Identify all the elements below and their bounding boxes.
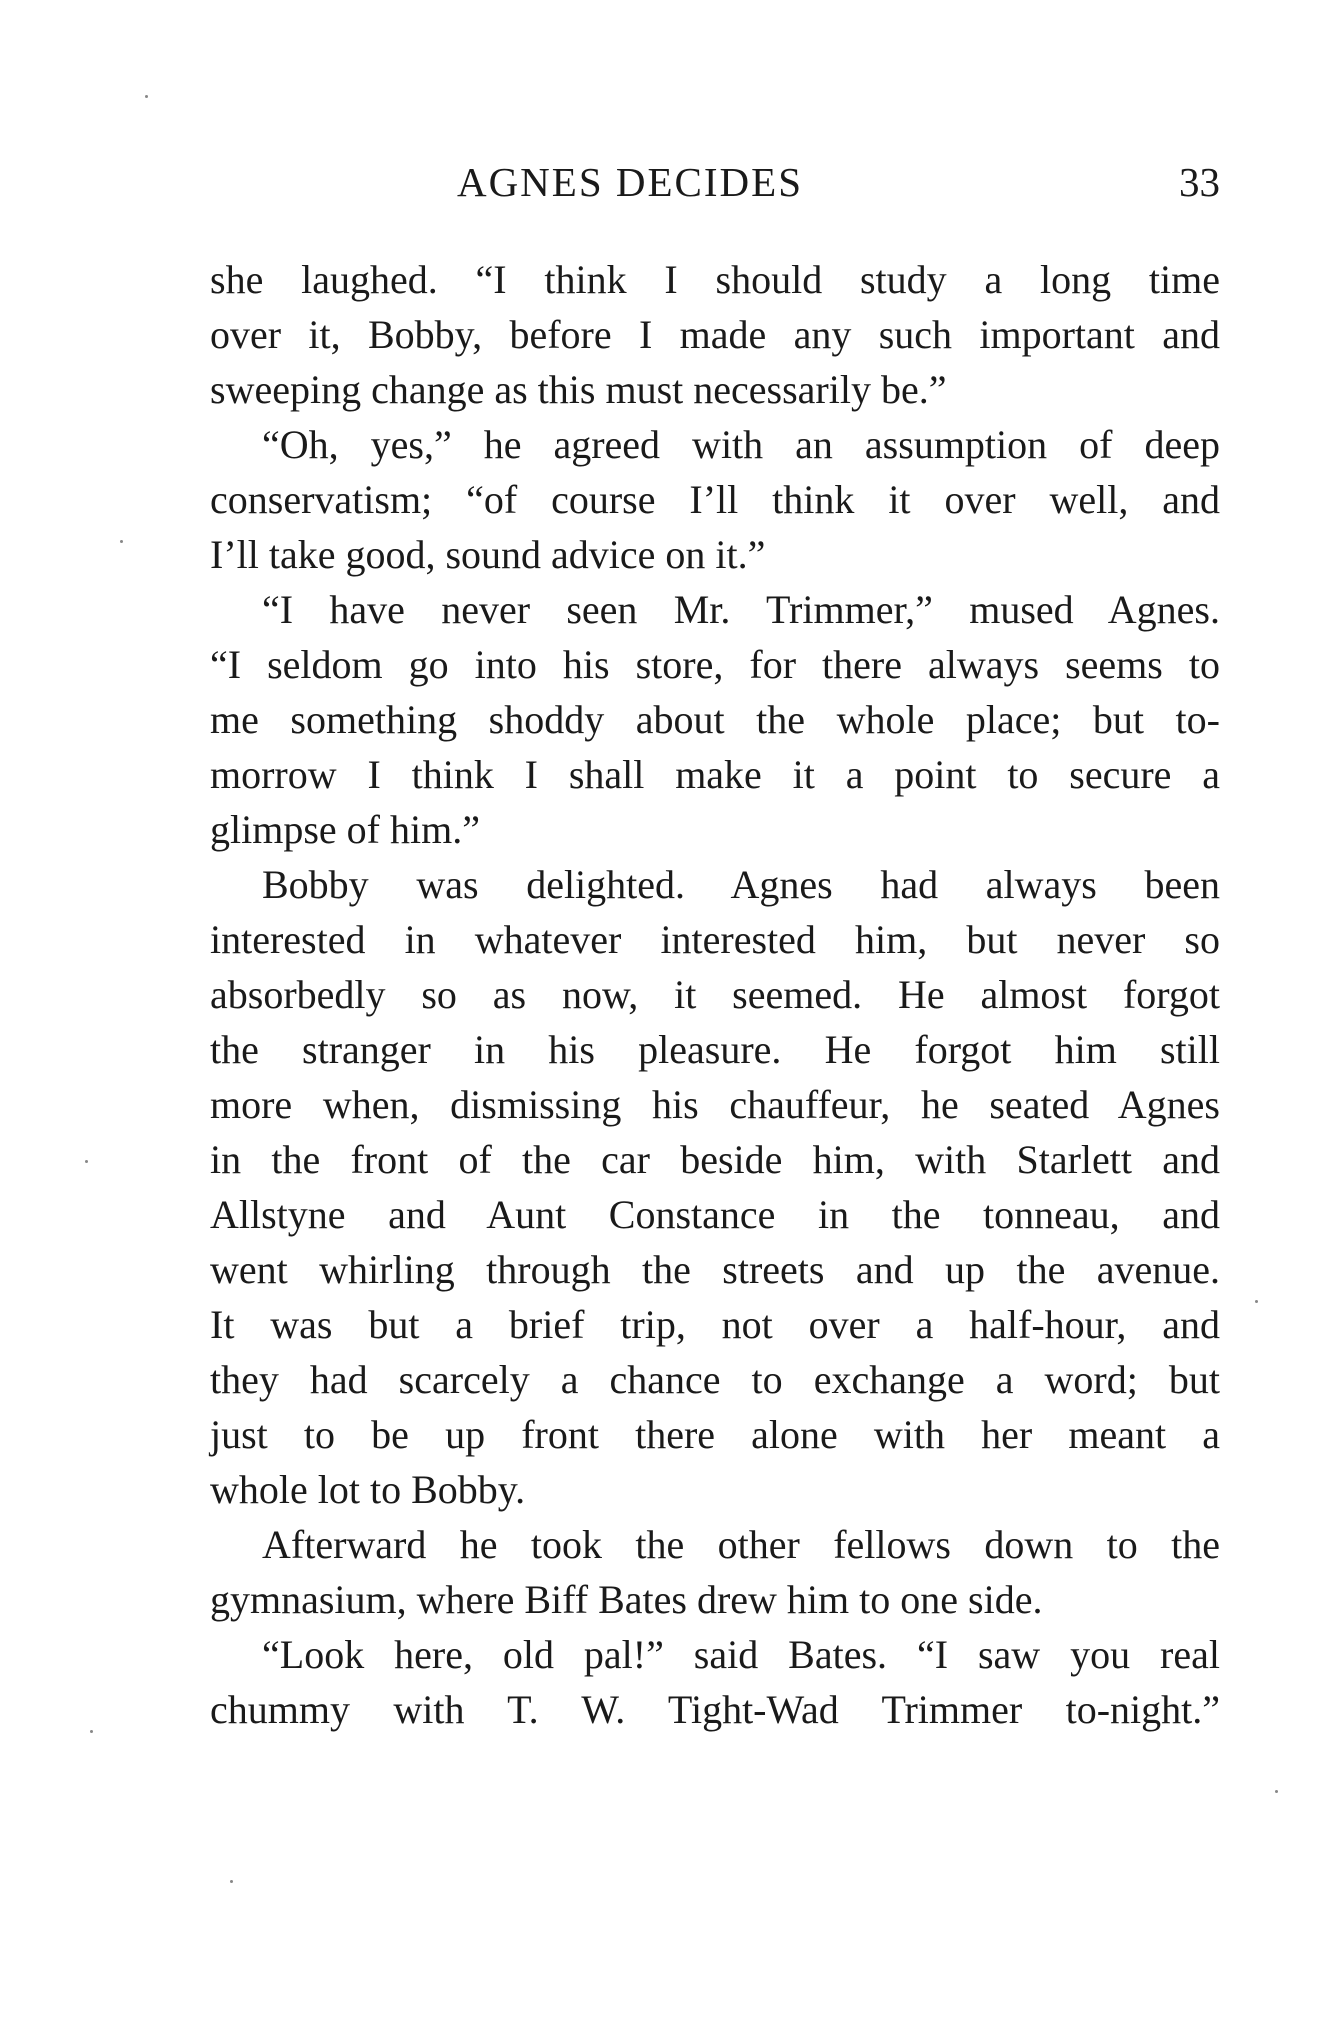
text-line: me something shoddy about the whole place; but to- <box>210 697 1220 742</box>
text-line: whole lot to Bobby. <box>210 1467 526 1512</box>
text-line: they had scarcely a chance to exchange a word; but <box>210 1357 1220 1402</box>
text-line: gymnasium, where Biff Bates drew him to one side. <box>210 1577 1043 1622</box>
text-line: over it, Bobby, before I made any such important and <box>210 312 1220 357</box>
text-line: went whirling through the streets and up the avenue. <box>210 1247 1220 1292</box>
text-line: absorbedly so as now, it seemed. He almost forgot <box>210 972 1220 1017</box>
text-line: morrow I think I shall make it a point to secure a <box>210 752 1220 797</box>
text-line: “I have never seen Mr. Trimmer,” mused Agnes. <box>262 587 1220 632</box>
text-line: “Oh, yes,” he agreed with an assumption of deep <box>262 422 1220 467</box>
text-line: more when, dismissing his chauffeur, he seated Agnes <box>210 1082 1220 1127</box>
running-head <box>210 158 1220 218</box>
running-title: AGNES DECIDES <box>456 159 804 205</box>
text-line: Allstyne and Aunt Constance in the tonneau, and <box>210 1192 1220 1237</box>
text-line: It was but a brief trip, not over a half-hour, and <box>210 1302 1220 1347</box>
text-line: sweeping change as this must necessarily be.” <box>210 367 947 412</box>
text-line: Bobby was delighted. Agnes had always been <box>262 862 1220 907</box>
text-line: I’ll take good, sound advice on it.” <box>210 532 766 577</box>
text-line: “I seldom go into his store, for there always seems to <box>210 642 1220 687</box>
text-line: interested in whatever interested him, but never so <box>210 917 1220 962</box>
text-line: conservatism; “of course I’ll think it over well, and <box>210 477 1220 522</box>
page-number: 33 <box>1179 159 1220 205</box>
body-text <box>210 252 1220 1737</box>
text-line: just to be up front there alone with her meant a <box>210 1412 1220 1457</box>
text-line: chummy with T. W. Tight-Wad Trimmer to-night.” <box>210 1687 1220 1732</box>
text-line: the stranger in his pleasure. He forgot him still <box>210 1027 1220 1072</box>
text-line: glimpse of him.” <box>210 807 480 852</box>
text-line: “Look here, old pal!” said Bates. “I saw you real <box>262 1632 1220 1677</box>
text-line: she laughed. “I think I should study a long time <box>210 257 1220 302</box>
text-line: in the front of the car beside him, with Starlett and <box>210 1137 1220 1182</box>
text-line: Afterward he took the other fellows down to the <box>262 1522 1220 1567</box>
